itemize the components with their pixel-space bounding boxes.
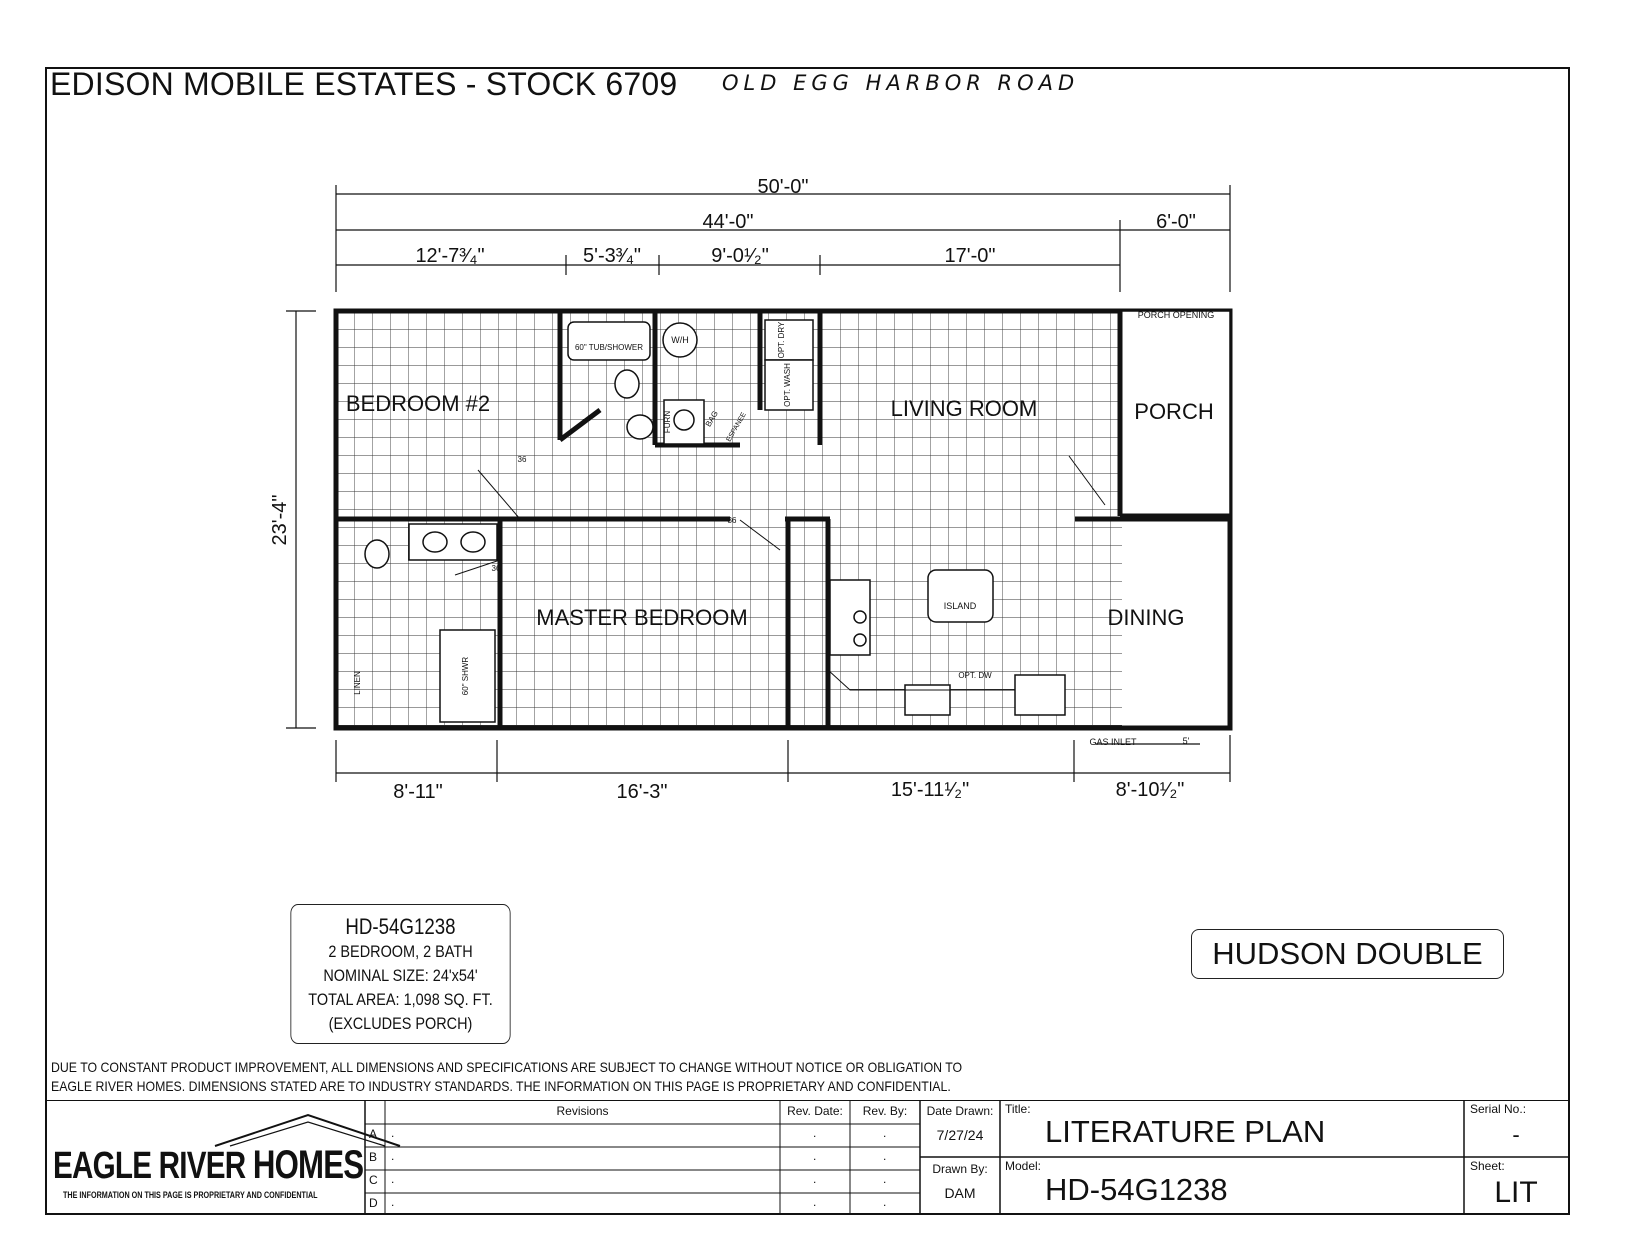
- rev-d-date: .: [813, 1195, 817, 1209]
- drawn-by-value: DAM: [944, 1185, 976, 1201]
- label-opt-dw: OPT. DW: [958, 671, 992, 680]
- label-tub-shower: 60" TUB/SHOWER: [574, 343, 644, 352]
- dim-bottom-1: 8'-11": [393, 781, 443, 803]
- refrigerator-space: [1015, 675, 1065, 715]
- rev-row-c: C: [369, 1173, 378, 1187]
- page-title: EDISON MOBILE ESTATES - STOCK 6709: [50, 66, 678, 102]
- label-master-shower: 60" SHWR: [461, 656, 470, 696]
- toilet-bath2: [615, 370, 639, 398]
- dim-overall: 50'-0": [757, 176, 809, 198]
- label-door-36-a: 36: [517, 455, 527, 464]
- disclaimer-notice: [51, 1058, 962, 1096]
- label-porch-opening: PORCH OPENING: [1137, 310, 1215, 320]
- rev-d-desc: .: [391, 1195, 395, 1209]
- total-area: TOTAL AREA: 1,098 SQ. FT.: [308, 990, 493, 1009]
- label-door-36-c: 36: [491, 564, 501, 573]
- label-island: ISLAND: [943, 601, 977, 611]
- title-block: [45, 1100, 1570, 1215]
- model-number: HD-54G1238: [345, 914, 456, 939]
- dim-top-2: 5'-3³⁄₄": [583, 245, 641, 267]
- rev-a-desc: .: [391, 1126, 395, 1140]
- rev-c-by: .: [883, 1172, 887, 1186]
- serial-value: -: [1512, 1122, 1520, 1147]
- beds-baths: 2 BEDROOM, 2 BATH: [328, 942, 473, 961]
- label-entry-note: ESPANEE: [725, 411, 748, 444]
- label-bedroom-2: BEDROOM #2: [345, 391, 491, 416]
- rev-b-desc: .: [391, 1149, 395, 1163]
- sink-bath2: [627, 415, 653, 439]
- sheet-value: LIT: [1494, 1176, 1538, 1209]
- logo-name-right: HOMES: [252, 1143, 364, 1187]
- eagle-river-homes-logo: [53, 1143, 363, 1188]
- title-value: LITERATURE PLAN: [1045, 1114, 1326, 1149]
- date-drawn-value: 7/27/24: [936, 1127, 984, 1143]
- rev-a-date: .: [813, 1126, 817, 1140]
- label-opt-dry: OPT. DRY: [777, 321, 786, 359]
- dim-bottom-2: 16'-3": [616, 781, 668, 803]
- dim-bottom-3: 15'-11¹⁄₂": [890, 779, 970, 801]
- label-dining: DINING: [1107, 605, 1185, 630]
- rev-row-a: A: [369, 1127, 378, 1141]
- rev-c-desc: .: [391, 1172, 395, 1186]
- rev-b-by: .: [883, 1149, 887, 1163]
- serial-label: Serial No.:: [1470, 1102, 1527, 1116]
- tub-shower-fixture: [568, 322, 650, 360]
- label-master-bedroom: MASTER BEDROOM: [536, 605, 748, 630]
- logo-name-left: EAGLE RIVER: [53, 1145, 246, 1187]
- label-water-heater: W/H: [671, 335, 689, 345]
- notice-line-1: DUE TO CONSTANT PRODUCT IMPROVEMENT, ALL DIMENSIONS AND SPECIFICATIONS ARE SUBJECT TO CHANGE WITHOUT NOTICE OR OBLIGATION TO: [51, 1059, 963, 1075]
- dim-top-3: 9'-0¹⁄₂": [711, 245, 769, 267]
- dryer-space: [765, 320, 813, 360]
- gas-inlet-offset: 5': [1182, 736, 1190, 746]
- model-info-box: [290, 904, 510, 1044]
- title-label: Title:: [1005, 1102, 1031, 1116]
- model-value: HD-54G1238: [1045, 1172, 1228, 1207]
- dim-house-length: 44'-0": [702, 211, 754, 233]
- nominal-size: NOMINAL SIZE: 24'x54': [323, 966, 478, 985]
- toilet-master: [365, 540, 389, 568]
- label-bag: BAG: [703, 409, 720, 429]
- drawn-by-label: Drawn By:: [932, 1162, 988, 1176]
- notice-line-2: EAGLE RIVER HOMES. DIMENSIONS STATED ARE TO INDUSTRY STANDARDS. THE INFORMATION ON THIS PAGE IS PROPRIETARY AND CONFIDENTIAL.: [51, 1078, 951, 1094]
- label-linen: LINEN: [353, 671, 362, 695]
- sheet-label: Sheet:: [1470, 1159, 1505, 1173]
- rev-by-header: Rev. By:: [862, 1104, 908, 1118]
- handwritten-address-note: OLD EGG HARBOR ROAD: [722, 71, 1080, 95]
- label-furnace: FURN: [663, 410, 672, 434]
- date-drawn-label: Date Drawn:: [926, 1104, 994, 1118]
- excludes-porch: (EXCLUDES PORCH): [328, 1014, 473, 1033]
- label-opt-wash: OPT. WASH: [783, 363, 792, 407]
- dim-top-1: 12'-7³⁄₄": [415, 245, 485, 267]
- dim-top-4: 17'-0": [944, 245, 996, 267]
- dim-porch-width: 6'-0": [1156, 211, 1196, 233]
- dim-depth: 23'-4": [269, 494, 291, 546]
- rev-d-by: .: [883, 1195, 887, 1209]
- kitchen-island: [928, 570, 993, 622]
- label-living-room: LIVING ROOM: [890, 396, 1038, 421]
- rev-c-date: .: [813, 1172, 817, 1186]
- model-label: Model:: [1005, 1159, 1042, 1173]
- series-name-box: HUDSON DOUBLE: [1191, 929, 1504, 979]
- rev-a-by: .: [883, 1126, 887, 1140]
- label-porch: PORCH: [1134, 399, 1214, 424]
- logo-subtitle: THE INFORMATION ON THIS PAGE IS PROPRIETARY AND CONFIDENTIAL: [63, 1190, 318, 1200]
- gas-inlet-label: GAS INLET: [1089, 737, 1137, 747]
- label-door-36-b: 36: [727, 516, 737, 525]
- rev-date-header: Rev. Date:: [787, 1104, 843, 1118]
- revisions-header: Revisions: [556, 1104, 609, 1118]
- dim-bottom-4: 8'-10¹⁄₂": [1115, 779, 1185, 801]
- rev-b-date: .: [813, 1149, 817, 1163]
- rev-row-d: D: [369, 1196, 378, 1210]
- rev-row-b: B: [369, 1150, 378, 1164]
